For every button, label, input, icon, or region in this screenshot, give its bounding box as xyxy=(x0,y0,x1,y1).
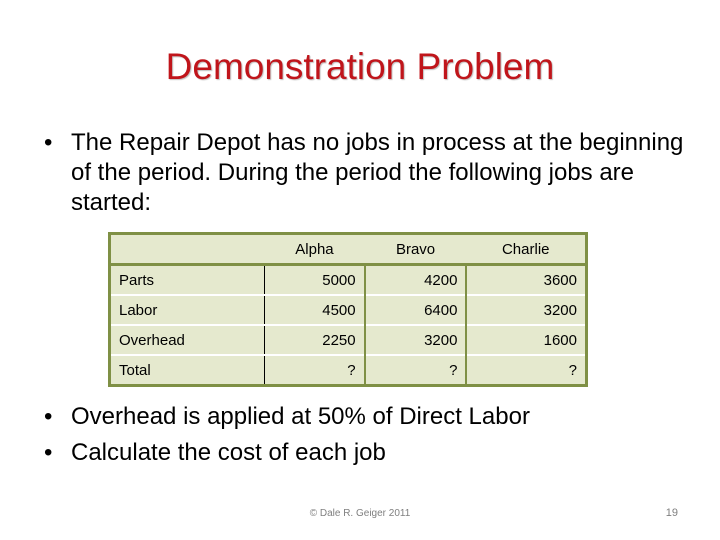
bullet-text: The Repair Depot has no jobs in process at the beginning of the period. During the period the following jobs are started: xyxy=(71,129,684,216)
row-label-total: Total xyxy=(110,355,265,386)
bullet-text: Overhead is applied at 50% of Direct Labor xyxy=(71,403,530,430)
row-label-overhead: Overhead xyxy=(110,325,265,355)
table-row xyxy=(110,325,587,355)
bullet-icon: • xyxy=(44,403,53,430)
bullet-icon: • xyxy=(44,129,53,156)
slide-title: Demonstration Problem xyxy=(165,46,555,87)
table-row xyxy=(110,295,587,325)
bullet-item-overhead xyxy=(44,402,684,432)
footer-copyright: © Dale R. Geiger 2011 xyxy=(309,508,411,519)
page-number: 19 xyxy=(665,507,678,519)
cell-overhead-bravo: 3200 xyxy=(365,325,467,355)
table-header-corner xyxy=(110,234,265,265)
cell-total-bravo: ? xyxy=(365,355,467,386)
cell-parts-charlie: 3600 xyxy=(466,265,586,296)
bullet-text: Calculate the cost of each job xyxy=(71,439,386,466)
table-header-row xyxy=(110,234,587,265)
row-label-labor: Labor xyxy=(110,295,265,325)
table-header-charlie: Charlie xyxy=(466,234,586,265)
job-cost-table xyxy=(108,232,588,387)
bullet-icon: • xyxy=(44,439,53,466)
table-row xyxy=(110,355,587,386)
bullet-item-calculate xyxy=(44,438,684,468)
row-label-parts: Parts xyxy=(110,265,265,296)
table-header-bravo: Bravo xyxy=(365,234,467,265)
cell-overhead-alpha: 2250 xyxy=(264,325,364,355)
bullet-item-intro xyxy=(44,128,684,218)
table-row xyxy=(110,265,587,296)
cell-overhead-charlie: 1600 xyxy=(466,325,586,355)
table-header-alpha: Alpha xyxy=(264,234,364,265)
cell-total-charlie: ? xyxy=(466,355,586,386)
cell-parts-bravo: 4200 xyxy=(365,265,467,296)
cell-total-alpha: ? xyxy=(264,355,364,386)
cell-labor-bravo: 6400 xyxy=(365,295,467,325)
cell-labor-charlie: 3200 xyxy=(466,295,586,325)
cell-labor-alpha: 4500 xyxy=(264,295,364,325)
cell-parts-alpha: 5000 xyxy=(264,265,364,296)
